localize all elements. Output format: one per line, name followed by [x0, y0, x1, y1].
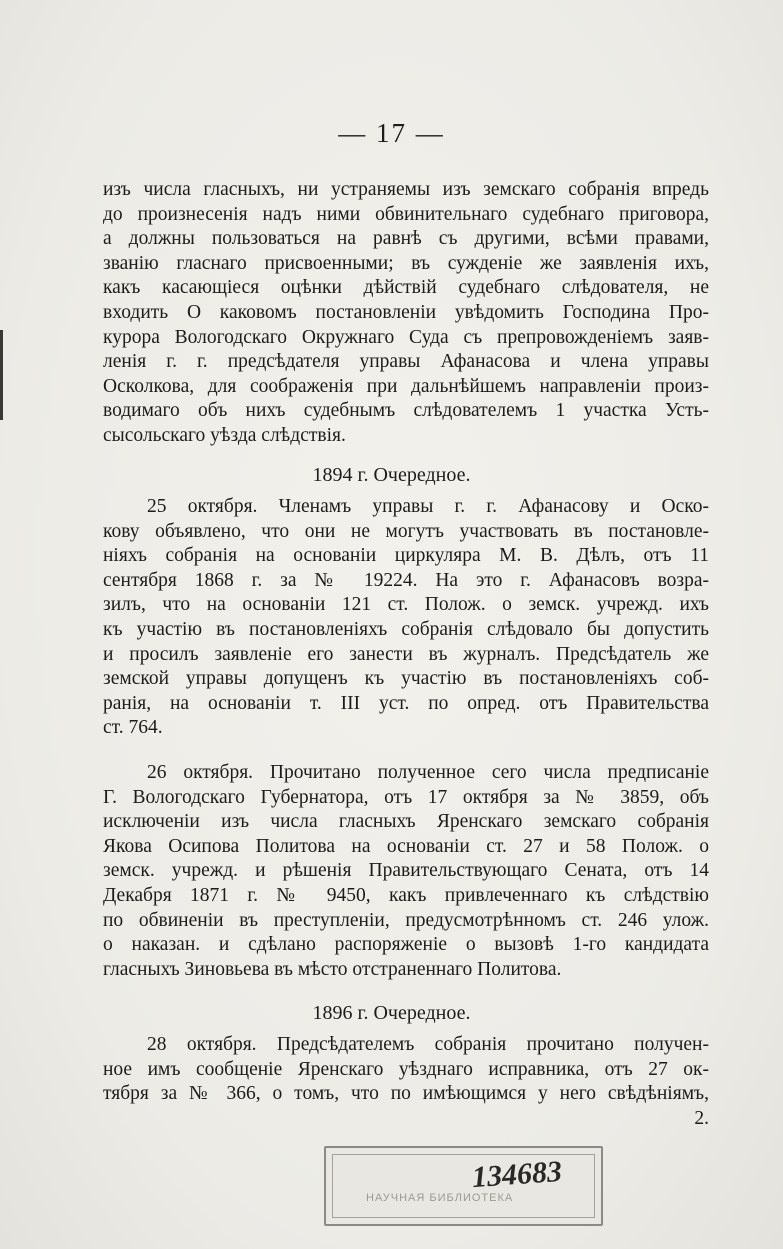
- text-line: Осколкова, для соображенія при дальнѣйшемъ направленіи произ-: [103, 375, 709, 397]
- text-line: 26 октября. Прочитано полученное сего числа предписаніе: [147, 762, 709, 783]
- text-line: сентября 1868 г. за № 19224. На это г. Афанасовъ возра-: [103, 569, 709, 591]
- paragraph-1: [103, 178, 709, 449]
- paragraph-3: [103, 761, 709, 982]
- text-line: тября за № 366, о томъ, что по имѣющимся у него свѣдѣніямъ,: [103, 1083, 709, 1105]
- text-line: ное имъ сообщеніе Яренскаго уѣзднаго исправника, отъ 27 ок-: [103, 1058, 709, 1080]
- binding-edge-mark: [0, 330, 3, 420]
- text-line: Якова Осипова Политова на основаніи ст. 27 и 58 Полож. о: [103, 835, 709, 857]
- text-line: водимаго объ нихъ судебнымъ слѣдователемъ 1 участка Усть-: [103, 400, 709, 422]
- text-line: кову объявлено, что они не могутъ участвовать въ постановле-: [103, 520, 709, 542]
- text-line: ранія, на основаніи т. III уст. по опред. отъ Правительства: [103, 692, 709, 714]
- text-line: о наказан. и сдѣлано распоряженіе о вызовѣ 1-го кандидата: [103, 934, 709, 956]
- text-line: званію гласнаго присвоенными; въ сужденіе же заявленія ихъ,: [103, 252, 709, 274]
- text-line: ніяхъ собранія на основаніи циркуляра М. В. Дѣлъ, отъ 11: [103, 545, 709, 567]
- text-line: по обвиненіи въ преступленіи, предусмотрѣнномъ ст. 246 улож.: [103, 909, 709, 931]
- page-number: — 17 —: [338, 118, 445, 148]
- stamp-faint-text: НАУЧНАЯ БИБЛИОТЕКА: [366, 1192, 514, 1204]
- section-heading-1896: 1896 г. Очередное.: [312, 1002, 471, 1024]
- text-line: зилъ, что на основаніи 121 ст. Полож. о земск. учрежд. ихъ: [103, 594, 709, 616]
- paragraph-2: [103, 495, 709, 741]
- text-line: сысольскаго уѣзда слѣдствія.: [103, 424, 346, 446]
- inventory-number: 134683: [470, 1154, 564, 1195]
- text-line: 25 октября. Членамъ управы г. г. Афанасову и Оско-: [147, 496, 709, 517]
- library-stamp: [324, 1146, 603, 1226]
- text-line: земск. учрежд. и рѣшенія Правительствующаго Сената, отъ 14: [103, 860, 709, 882]
- text-line: исключеніи изъ числа гласныхъ Яренскаго земскаго собранія: [103, 811, 709, 833]
- text-line: гласныхъ Зиновьева въ мѣсто отстраненнаго Политова.: [103, 958, 562, 980]
- paragraph-4: [103, 1033, 709, 1131]
- text-line: Г. Вологодскаго Губернатора, отъ 17 октября за № 3859, объ: [103, 786, 709, 808]
- text-line: какъ касающіеся оцѣнки дѣйствій судебнаго слѣдователя, не: [103, 277, 709, 299]
- text-line: и просилъ заявленіе его занести въ журналъ. Предсѣдатель же: [103, 643, 709, 665]
- text-line: изъ числа гласныхъ, ни устраняемы изъ земскаго собранія впредь: [103, 179, 709, 200]
- signature-mark: 2.: [694, 1107, 709, 1129]
- text-line: входить О каковомъ постановленіи увѣдомить Господина Про-: [103, 301, 709, 323]
- text-line: къ участію въ постановленіяхъ собранія слѣдовало бы допустить: [103, 618, 709, 640]
- text-line: Декабря 1871 г. № 9450, какъ привлеченнаго къ слѣдствію: [103, 884, 709, 906]
- section-heading-1894: 1894 г. Очередное.: [312, 464, 471, 486]
- text-line: а должны пользоваться на равнѣ съ другими, всѣми правами,: [103, 228, 709, 250]
- text-line: земской управы допущенъ къ участію въ постановленіяхъ соб-: [103, 668, 709, 690]
- text-line: ст. 764.: [103, 717, 163, 739]
- text-line: 28 октября. Предсѣдателемъ собранія прочитано получен-: [147, 1034, 709, 1055]
- text-line: до произнесенія надъ ними обвинительнаго судебнаго приговора,: [103, 203, 709, 225]
- text-line: курора Вологодскаго Окружнаго Суда съ препровожденіемъ заяв-: [103, 326, 709, 348]
- text-line: ленія г. г. предсѣдателя управы Афанасова и члена управы: [103, 351, 709, 373]
